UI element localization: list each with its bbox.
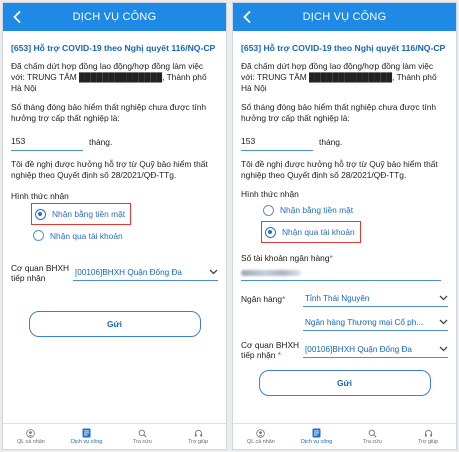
method-label: Hình thức nhận [241,189,299,199]
radio-account-label: Nhận qua tài khoản [282,227,355,237]
tab-lookup[interactable] [115,424,171,449]
radio-selected-icon [35,209,46,220]
tab-label: QL cá nhân [17,438,45,445]
header-title: DỊCH VỤ CÔNG [72,11,157,23]
method-label: Hình thức nhận [11,191,69,201]
request-text: Tôi đề nghị được hưởng hỗ trợ từ Quỹ bảo hiểm thất nghiệp theo Quyết định số 28/2021/QĐ-TTg. [241,159,438,180]
chevron-down-icon [438,293,448,303]
account-number-input[interactable] [241,267,441,281]
radio-account[interactable] [263,223,359,241]
chevron-down-icon [438,317,448,327]
left-screen [2,2,227,450]
right-screen [232,2,457,450]
chevron-down-icon [208,267,218,277]
redacted-value [241,270,301,276]
agency-select[interactable] [303,342,448,358]
submit-button[interactable]: Gửi [259,370,431,396]
months-input[interactable]: 153 [11,134,83,151]
months-unit: tháng. [319,137,343,147]
agency-value: [00106]BHXH Quận Đống Đa [305,344,412,354]
tab-label: Dịch vụ công [301,439,333,445]
bank-province-select[interactable] [303,291,448,307]
required-mark: * [329,252,333,263]
tab-label: Trợ giúp [188,438,209,445]
tab-public-service[interactable] [59,424,115,449]
request-text: Tôi đề nghị được hưởng hỗ trợ từ Quỹ bảo hiểm thất nghiệp theo Quyết định số 28/2021/QĐ-TTg. [11,159,208,180]
radio-cash-label: Nhận bằng tiền mặt [280,205,354,215]
required-mark: * [281,293,286,304]
months-question: Số tháng đóng bảo hiểm thất nghiệp chưa được tính hưởng trợ cấp thất nghiệp là: [241,102,437,123]
document-icon [82,428,91,438]
bank-province-value: Tỉnh Thái Nguyên [305,293,370,303]
back-arrow-icon[interactable] [9,8,27,26]
tab-label: Trợ giúp [418,438,439,445]
radio-unselected-icon [33,230,44,241]
tab-lookup[interactable] [345,424,401,449]
header [233,3,456,31]
tab-bar [233,423,456,449]
account-number-label: Số tài khoản ngân hàng [241,252,330,263]
person-icon [256,429,265,438]
search-icon [138,429,147,438]
agency-select[interactable] [73,265,218,281]
person-icon [26,429,35,438]
tab-personal[interactable] [3,424,59,449]
tab-help[interactable] [170,424,226,449]
service-title: [653] Hỗ trợ COVID-19 theo Nghị quyết 116/NQ-CP [11,43,216,53]
required-mark: * [277,349,282,360]
tab-personal[interactable] [233,424,289,449]
tab-bar [3,423,226,449]
tab-public-service[interactable] [289,424,345,449]
radio-selected-icon [265,227,276,238]
radio-account[interactable] [33,227,218,245]
radio-unselected-icon [263,205,274,216]
tab-label: QL cá nhân [247,438,275,445]
back-arrow-icon[interactable] [239,8,257,26]
chevron-down-icon [438,344,448,354]
radio-cash-label: Nhận bằng tiền mặt [52,209,126,219]
radio-cash[interactable] [33,205,129,223]
radio-account-label: Nhận qua tài khoản [50,230,123,241]
tab-label: Tra cứu [363,438,382,445]
tab-label: Dịch vụ công [71,439,103,445]
service-title: [653] Hỗ trợ COVID-19 theo Nghị quyết 116/NQ-CP [241,43,446,53]
tab-help[interactable] [400,424,456,449]
agency-label: Cơ quan BHXH tiếp nhận [11,262,70,283]
bank-name-value: Ngân hàng Thương mại Cổ ph... [305,317,424,327]
employment-ended-text: Đã chấm dứt hợp đồng lao động/hợp đồng làm việc với: TRUNG TÂM ██████████████, Thành phố Hà Nội [241,61,437,93]
tab-label: Tra cứu [133,438,152,445]
radio-cash[interactable] [263,201,448,219]
submit-button[interactable]: Gửi [29,311,201,337]
document-icon [312,428,321,438]
agency-label: Cơ quan BHXH tiếp nhận [241,339,300,360]
header [3,3,226,31]
search-icon [368,429,377,438]
employment-ended-text: Đã chấm dứt hợp đồng lao động/hợp đồng làm việc với: TRUNG TÂM ██████████████, Thành phố Hà Nội [11,61,207,93]
bank-name-select[interactable] [303,315,448,331]
months-unit: tháng. [89,137,113,147]
headset-icon [424,429,433,438]
months-input[interactable]: 153 [241,134,313,151]
months-question: Số tháng đóng bảo hiểm thất nghiệp chưa được tính hưởng trợ cấp thất nghiệp là: [11,102,207,123]
bank-label: Ngân hàng [241,293,282,304]
agency-value: [00106]BHXH Quận Đống Đa [75,267,182,277]
header-title: DỊCH VỤ CÔNG [302,11,387,23]
headset-icon [194,429,203,438]
